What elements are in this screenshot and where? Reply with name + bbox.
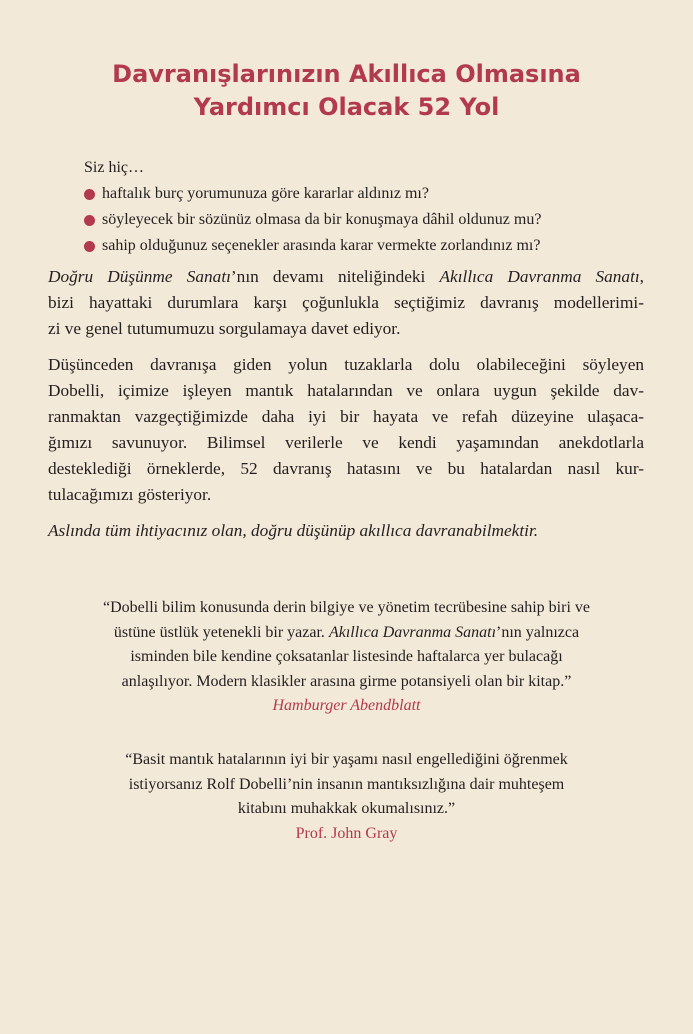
paragraph-1 (48, 264, 644, 342)
quote-2-line-3: kitabını muhakkak okumalısınız.” (237, 800, 456, 817)
list-item (84, 233, 644, 259)
question-list (84, 181, 644, 259)
paragraph-2-line-4: ğımızı savunuyor. Bilimsel verilerle ve kendi yaşamından anekdotlarla (48, 433, 644, 452)
quote-1-line-2 (0, 621, 693, 646)
intro-section (84, 155, 644, 259)
quote-1-line-4: anlaşılıyor. Modern klasikler arasına girme potansiyeli olan bir kitap.” (121, 672, 572, 690)
description (48, 264, 644, 554)
bullet-dot-icon (84, 189, 95, 200)
title-line-1: Davranışlarınızın Akıllıca Olmasına (112, 60, 581, 88)
quote-2-line-2: istiyorsanız Rolf Dobelli’nin insanın mantıksızlığına dair muhteşem (128, 775, 565, 793)
quote-1-line-3: isminden bile kendine çoksatanlar listesinde haftalarca yer bulacağı (130, 648, 563, 665)
bullet-dot-icon (84, 241, 95, 252)
review-quote-1 (0, 596, 693, 719)
paragraph-2 (48, 352, 644, 508)
quote-1-line-2-post: ’nın yalnızca (496, 623, 580, 641)
intro-lead: Siz hiç… (84, 159, 144, 176)
page-title (0, 58, 693, 124)
list-item (84, 181, 644, 207)
quote-1-source: Hamburger Abendblatt (272, 697, 421, 714)
quote-1-book-title: Akıllıca Davranma Sanatı (328, 623, 497, 641)
paragraph-2-line-3: ranmaktan vazgeçtiğimizde daha iyi bir hayata ve refah düzeyine ulaşaca- (48, 407, 644, 426)
book-title-1: Doğru Düşünme Sanatı (48, 267, 231, 286)
title-line-2: Yardımcı Olacak 52 Yol (193, 93, 500, 121)
paragraph-2-line-2: Dobelli, içimize işleyen mantık hatalarından ve onlara uygun şekilde dav- (48, 381, 644, 400)
paragraph-2-line-6: tulacağımızı gösteriyor. (48, 485, 212, 504)
paragraph-2-line-5: desteklediği örneklerde, 52 davranış hatasını ve bu hatalardan nasıl kur- (48, 459, 644, 478)
quote-1-line-2-pre: üstüne üstlük yetenekli bir yazar. (113, 623, 329, 641)
quote-1-line-1: “Dobelli bilim konusunda derin bilgiye ve yönetim tecrübesine sahip biri ve (103, 599, 590, 616)
quote-2-source: Prof. John Gray (295, 824, 398, 842)
list-item-text: haftalık burç yorumunuza göre kararlar aldınız mı? (102, 185, 429, 202)
paragraph-2-line-1: Düşünceden davranışa giden yolun tuzaklarla dolu olabileceğini söyleyen (48, 355, 644, 374)
paragraph-1-text-1: ’nın devamı niteliğindeki (230, 267, 440, 286)
closing-statement: Aslında tüm ihtiyacınız olan, doğru düşünüp akıllıca davranabilmektir. (48, 521, 539, 540)
book-title-2: Akıllıca Davranma Sanatı (439, 267, 640, 286)
list-item-text: sahip olduğunuz seçenekler arasında karar vermekte zorlandınız mı? (102, 237, 541, 254)
paragraph-1-text-2: , (639, 267, 644, 286)
list-item-text: söyleyecek bir sözünüz olmasa da bir konuşmaya dâhil oldunuz mu? (102, 211, 542, 228)
quote-2-line-1: “Basit mantık hatalarının iyi bir yaşamı nasıl engellediğini öğrenmek (125, 751, 568, 768)
paragraph-1-line-2: bizi hayattaki durumlara karşı çoğunlukla seçtiğimiz davranış modellerimi- (48, 293, 644, 312)
bullet-dot-icon (84, 215, 95, 226)
paragraph-1-line-1 (48, 264, 644, 290)
paragraph-1-line-3: zi ve genel tutumumuzu sorgulamaya davet ediyor. (48, 319, 401, 338)
list-item (84, 207, 644, 233)
review-quote-2 (0, 748, 693, 846)
